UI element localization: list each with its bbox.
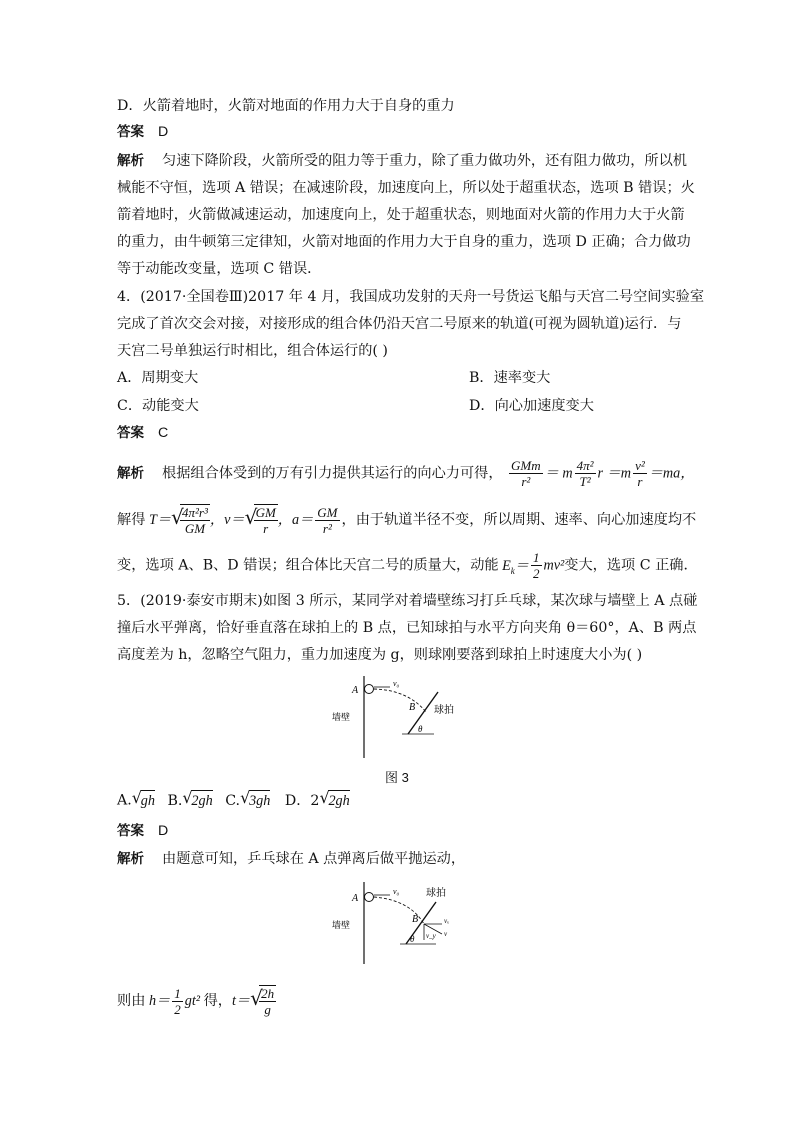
q5-answer <box>117 821 168 841</box>
q4-options-row <box>117 396 594 416</box>
q4-option-b: B．速率变大 <box>469 370 551 386</box>
q3-analysis-line: 械能不守恒，选项 A 错误；在减速阶段，加速度向上，所以处于超重状态，选项 B 错误；火 <box>117 180 695 196</box>
answer-value: C <box>158 425 169 441</box>
q5-analysis-line: 解析 由题意可知，乒乓球在 A 点弹离后做平抛运动， <box>117 851 466 867</box>
formula-half: $\frac{1}{2}$ <box>533 550 540 581</box>
label-v: v <box>444 930 448 938</box>
analysis-label: 解析 <box>117 851 144 867</box>
label-paddle: 球拍 <box>426 888 446 899</box>
label-vy: v_y <box>426 932 436 940</box>
label-wall: 墙壁 <box>332 713 351 723</box>
figure-caption: 图 3 <box>385 770 409 785</box>
q4-analysis-line: 解得 T＝ √ $\frac{\text{4π²r³}}{GM}$ ，v＝ √ $\frac{GM}{r}$ ，a＝ $\frac{GM}{\text{r²}}$ ，由于轨道半径不变，所以周期、速率、向心加速度均不 <box>117 504 697 536</box>
formula-period: √ $\frac{\text{4π²r³}}{GM}$ <box>171 505 208 536</box>
q5-options-row: A. √ gh B. √ 2gh C. √ 3gh D．2 √ 2gh <box>117 788 350 809</box>
analysis-diagram <box>330 880 470 966</box>
q5-stem-line: 高度差为 h，忽略空气阻力，重力加速度为 g，则球刚要落到球拍上时速度大小为( ) <box>117 647 643 663</box>
formula-v2-r: $\frac{\text{v²}}{r}$ <box>635 458 645 489</box>
formula-velocity: √ $\frac{GM}{r}$ <box>244 505 276 536</box>
label-a: A <box>352 685 359 696</box>
label-b: B <box>409 702 416 713</box>
q5-option-d-sqrt: √ 2gh <box>319 788 350 809</box>
formula-time: √ $\frac{2h}{g}$ <box>250 986 275 1017</box>
label-v0: v₀ <box>393 679 400 688</box>
q4-stem-line: 4．(2017·全国卷Ⅲ)2017 年 4 月，我国成功发射的天舟一号货运飞船与天宫二号空间实验室 <box>117 289 705 305</box>
q3-analysis-line: 解析 匀速下降阶段，火箭所受的阻力等于重力，除了重力做功外，还有阻力做功，所以机 <box>117 153 687 169</box>
q3-analysis-line: 箭着地时，火箭做减速运动，加速度向上，处于超重状态，则地面对火箭的作用力大于火箭 <box>117 207 685 223</box>
answer-label: 答案 <box>117 425 144 441</box>
q4-option-a: A．周期变大 <box>117 370 199 386</box>
answer-value: D <box>158 124 169 140</box>
q5-stem-line: 撞后水平弹离，恰好垂直落在球拍上的 B 点，已知球拍与水平方向夹角 θ＝60°，A、B 两点 <box>117 620 697 636</box>
q3-option-d: D．火箭着地时，火箭对地面的作用力大于自身的重力 <box>117 98 455 114</box>
label-v0: v₀ <box>393 887 400 896</box>
q3-analysis-line: 的重力，由牛顿第三定律知，火箭对地面的作用力大于自身的重力，选项 D 正确；合力做功 <box>117 234 691 250</box>
label-wall: 墙壁 <box>332 921 351 931</box>
q4-answer <box>117 423 168 443</box>
q4-option-c: C．动能变大 <box>117 398 199 414</box>
figure-3-diagram <box>330 672 470 760</box>
q5-option-b-sqrt: √ 2gh <box>182 788 213 809</box>
label-b: B <box>412 914 419 925</box>
q5-option-c-sqrt: √ 3gh <box>240 788 271 809</box>
label-theta: θ <box>418 724 423 734</box>
q5-option-a-sqrt: √ gh <box>131 788 155 809</box>
q4-analysis-line: 解析 根据组合体受到的万有引力提供其运行的向心力可得， $\frac{\text{GMm}}{\text{r²}}$ ＝ m $\frac{\text{4π²}}{\text{T²}}$ r ＝m $\frac{\text{v²}}{r}$ ＝ma， <box>117 458 695 489</box>
answer-value: D <box>158 823 169 839</box>
q3-answer <box>117 122 168 142</box>
formula-half: $\frac{1}{2}$ <box>174 985 181 1017</box>
label-paddle: 球拍 <box>434 705 454 716</box>
formula-4pi2-t2: $\frac{\text{4π²}}{\text{T²}}$ <box>576 458 594 489</box>
q5-stem-line: 5．(2019·泰安市期末)如图 3 所示，某同学对着墙壁练习打乒乓球，某次球与墙壁上 A 点碰 <box>117 593 698 609</box>
q3-analysis-line: 等于动能改变量，选项 C 错误． <box>117 261 322 277</box>
label-a: A <box>352 893 359 904</box>
label-theta: θ <box>410 934 415 944</box>
q5-analysis-line: 则由 h＝ $\frac{1}{2}$ gt² 得，t＝ √ $\frac{2h}{g}$ <box>117 985 275 1017</box>
label-vx: vₓ <box>444 917 450 925</box>
analysis-label: 解析 <box>117 465 144 482</box>
formula-accel: $\frac{GM}{\text{r²}}$ <box>317 504 338 536</box>
q4-options-row <box>117 368 551 388</box>
q4-analysis-line: 变，选项 A、B、D 错误；组合体比天宫二号的质量大，动能 $E_k=$ $\frac{1}{2}$ mv²变大，选项 C 正确． <box>117 550 698 581</box>
formula-gmm-r2: $\frac{\text{GMm}}{\text{r²}}$ <box>511 458 541 489</box>
q4-stem-line: 完成了首次交会对接，对接形成的组合体仍沿天宫二号原来的轨道(可视为圆轨道)运行．与 <box>117 316 682 332</box>
answer-label: 答案 <box>117 124 144 140</box>
q4-stem-line: 天宫二号单独运行时相比，组合体运行的( ) <box>117 343 388 359</box>
analysis-label: 解析 <box>117 153 144 169</box>
q4-option-d: D．向心加速度变大 <box>469 398 594 414</box>
answer-label: 答案 <box>117 823 144 839</box>
